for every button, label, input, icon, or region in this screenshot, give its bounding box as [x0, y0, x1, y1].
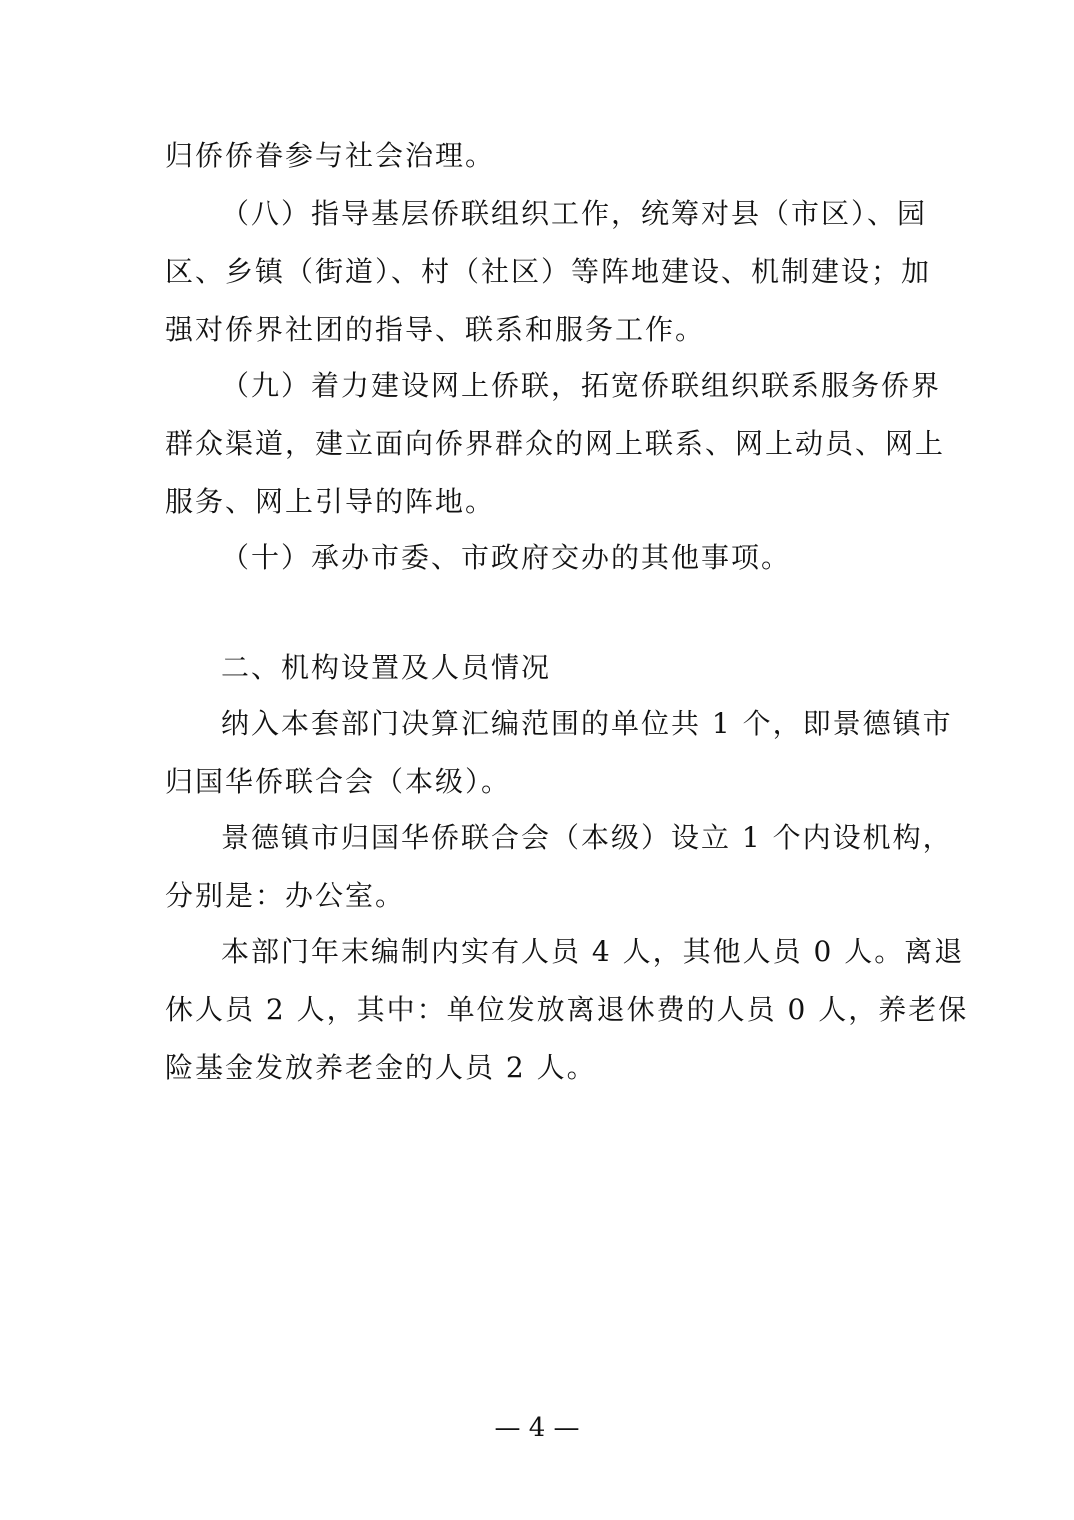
section-heading-2: 二、机构设置及人员情况 — [221, 651, 552, 684]
paragraph-staff-line-2: 休人员 2 人，其中：单位发放离退休费的人员 0 人，养老保 — [165, 993, 969, 1026]
paragraph-item-8-line-3: 强对侨界社团的指导、联系和服务工作。 — [165, 313, 706, 346]
paragraph-continuation-line-1: 归侨侨眷参与社会治理。 — [165, 139, 496, 172]
paragraph-departments-line-2: 分别是：办公室。 — [165, 879, 406, 912]
paragraph-units-line-2: 归国华侨联合会（本级）。 — [165, 765, 512, 798]
paragraph-staff-line-3: 险基金发放养老金的人员 2 人。 — [165, 1051, 597, 1084]
paragraph-units-line-1: 纳入本套部门决算汇编范围的单位共 1 个，即景德镇市 — [221, 707, 953, 740]
paragraph-item-9-line-3: 服务、网上引导的阵地。 — [165, 485, 496, 518]
paragraph-item-10-line-1: （十）承办市委、市政府交办的其他事项。 — [221, 541, 792, 574]
page-number: — 4 — — [494, 1413, 580, 1443]
paragraph-item-8-line-1: （八）指导基层侨联组织工作，统筹对县（市区）、园 — [221, 197, 928, 230]
paragraph-departments-line-1: 景德镇市归国华侨联合会（本级）设立 1 个内设机构， — [221, 821, 953, 854]
paragraph-item-9-line-2: 群众渠道，建立面向侨界群众的网上联系、网上动员、网上 — [165, 427, 946, 460]
paragraph-item-9-line-1: （九）着力建设网上侨联，拓宽侨联组织联系服务侨界 — [221, 369, 942, 402]
paragraph-item-8-line-2: 区、乡镇（街道）、村（社区）等阵地建设、机制建设；加 — [165, 255, 932, 288]
paragraph-staff-line-1: 本部门年末编制内实有人员 4 人，其他人员 0 人。离退 — [221, 935, 965, 968]
